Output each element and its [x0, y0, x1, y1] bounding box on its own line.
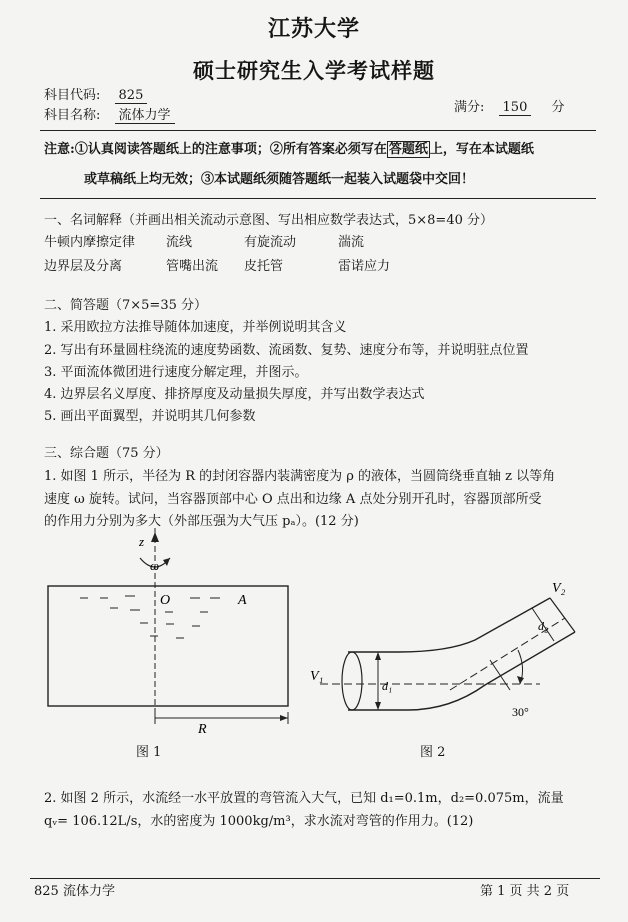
- figure-2-diagram: [300, 580, 590, 740]
- term-6: 管嘴出流: [166, 259, 219, 274]
- q1-line-2: 速度 ω 旋转。试问，当容器顶部中心 O 点出和边缘 A 点处分别开孔时，容器顶部所受: [44, 492, 542, 507]
- term-1: 牛顿内摩擦定律: [44, 235, 136, 250]
- fig2-angle-label: 30°: [512, 705, 529, 719]
- q2-line-1: 2. 如图 2 所示，水流经一水平放置的弯管流入大气，已知 d₁=0.1m，d₂=0.075m，流量: [44, 791, 564, 806]
- notice-text-1a: ①认真阅读答题纸上的注意事项；②所有答案必须写在: [74, 142, 387, 157]
- notice-divider: [40, 198, 596, 199]
- short-question-1: 1. 采用欧拉方法推导随体加速度，并举例说明其含义: [44, 320, 347, 335]
- fig2-d2-label: d₂: [538, 619, 549, 633]
- section3-title: 三、综合题（75 分）: [44, 446, 169, 461]
- notice-label: 注意:: [44, 142, 75, 157]
- term-8: 雷诺应力: [338, 259, 391, 274]
- fig2-v2-label: V₂: [552, 581, 566, 596]
- full-score-label: 满分:: [454, 100, 485, 115]
- full-score-row: [454, 100, 565, 116]
- section2-title: 二、简答题（7×5=35 分）: [44, 298, 208, 313]
- q1-line-1: 1. 如图 1 所示，半径为 R 的封闭容器内装满密度为 ρ 的液体，当圆筒绕垂直轴 z 以等角: [44, 469, 556, 484]
- figure-1-diagram: [40, 528, 310, 743]
- fig1-o-label: O: [160, 593, 171, 608]
- fig2-d1-label: d₁: [382, 679, 393, 693]
- short-question-2: 2. 写出有环量圆柱绕流的速度势函数、流函数、复势、速度分布等，并说明驻点位置: [44, 343, 529, 358]
- answer-sheet-box: 答题纸: [388, 142, 428, 157]
- term-7: 皮托管: [244, 259, 284, 274]
- term-3: 有旋流动: [244, 235, 297, 250]
- term-5: 边界层及分离: [44, 259, 123, 274]
- short-question-5: 5. 画出平面翼型，并说明其几何参数: [44, 409, 256, 424]
- full-score-unit: 分: [551, 100, 565, 115]
- exam-title: 硕士研究生入学考试样题: [193, 58, 435, 83]
- q2-line-2: qᵥ= 106.12L/s，水的密度为 1000kg/m³，求水流对弯管的作用力。(12): [44, 814, 474, 829]
- short-question-4: 4. 边界层名义厚度、排挤厚度及动量损失厚度，并写出数学表达式: [44, 387, 425, 402]
- subject-name-label: 科目名称:: [44, 108, 101, 123]
- notice-line-2: 或草稿纸上均无效；③本试题纸须随答题纸一起装入试题袋中交回！: [84, 172, 475, 187]
- university-title: 江苏大学: [267, 16, 360, 42]
- footer-subject: 825 流体力学: [34, 884, 115, 899]
- notice-text-1b: 上，写在本试题纸: [429, 142, 534, 157]
- subject-code-value: 825: [115, 88, 148, 104]
- subject-name-row: [44, 108, 175, 124]
- short-question-3: 3. 平面流体微团进行速度分解定理，并图示。: [44, 365, 308, 380]
- footer-page-number: 第 1 页 共 2 页: [480, 884, 570, 899]
- figure-2-caption: 图 2: [420, 745, 446, 760]
- term-2: 流线: [166, 235, 193, 250]
- section1-title: 一、名词解释（并画出相关流动示意图、写出相应数学表达式，5×8=40 分）: [44, 213, 494, 228]
- full-score-value: 150: [499, 100, 532, 116]
- subject-name-value: 流体力学: [115, 108, 175, 124]
- footer-divider: [30, 878, 600, 879]
- term-4: 湍流: [338, 235, 365, 250]
- subject-code-row: [44, 88, 147, 104]
- fig1-a-label: A: [238, 593, 247, 608]
- notice-line-1: [44, 142, 534, 158]
- header-divider: [40, 130, 596, 131]
- fig1-r-label: R: [198, 722, 207, 737]
- figure-1-caption: 图 1: [136, 745, 162, 760]
- q1-line-3: 的作用力分别为多大（外部压强为大气压 pₐ）。(12 分): [44, 514, 359, 529]
- subject-code-label: 科目代码:: [44, 88, 101, 103]
- fig1-omega-label: ω: [150, 558, 160, 573]
- fig1-z-label: z: [139, 534, 145, 549]
- fig2-v1-label: V₁: [310, 669, 324, 684]
